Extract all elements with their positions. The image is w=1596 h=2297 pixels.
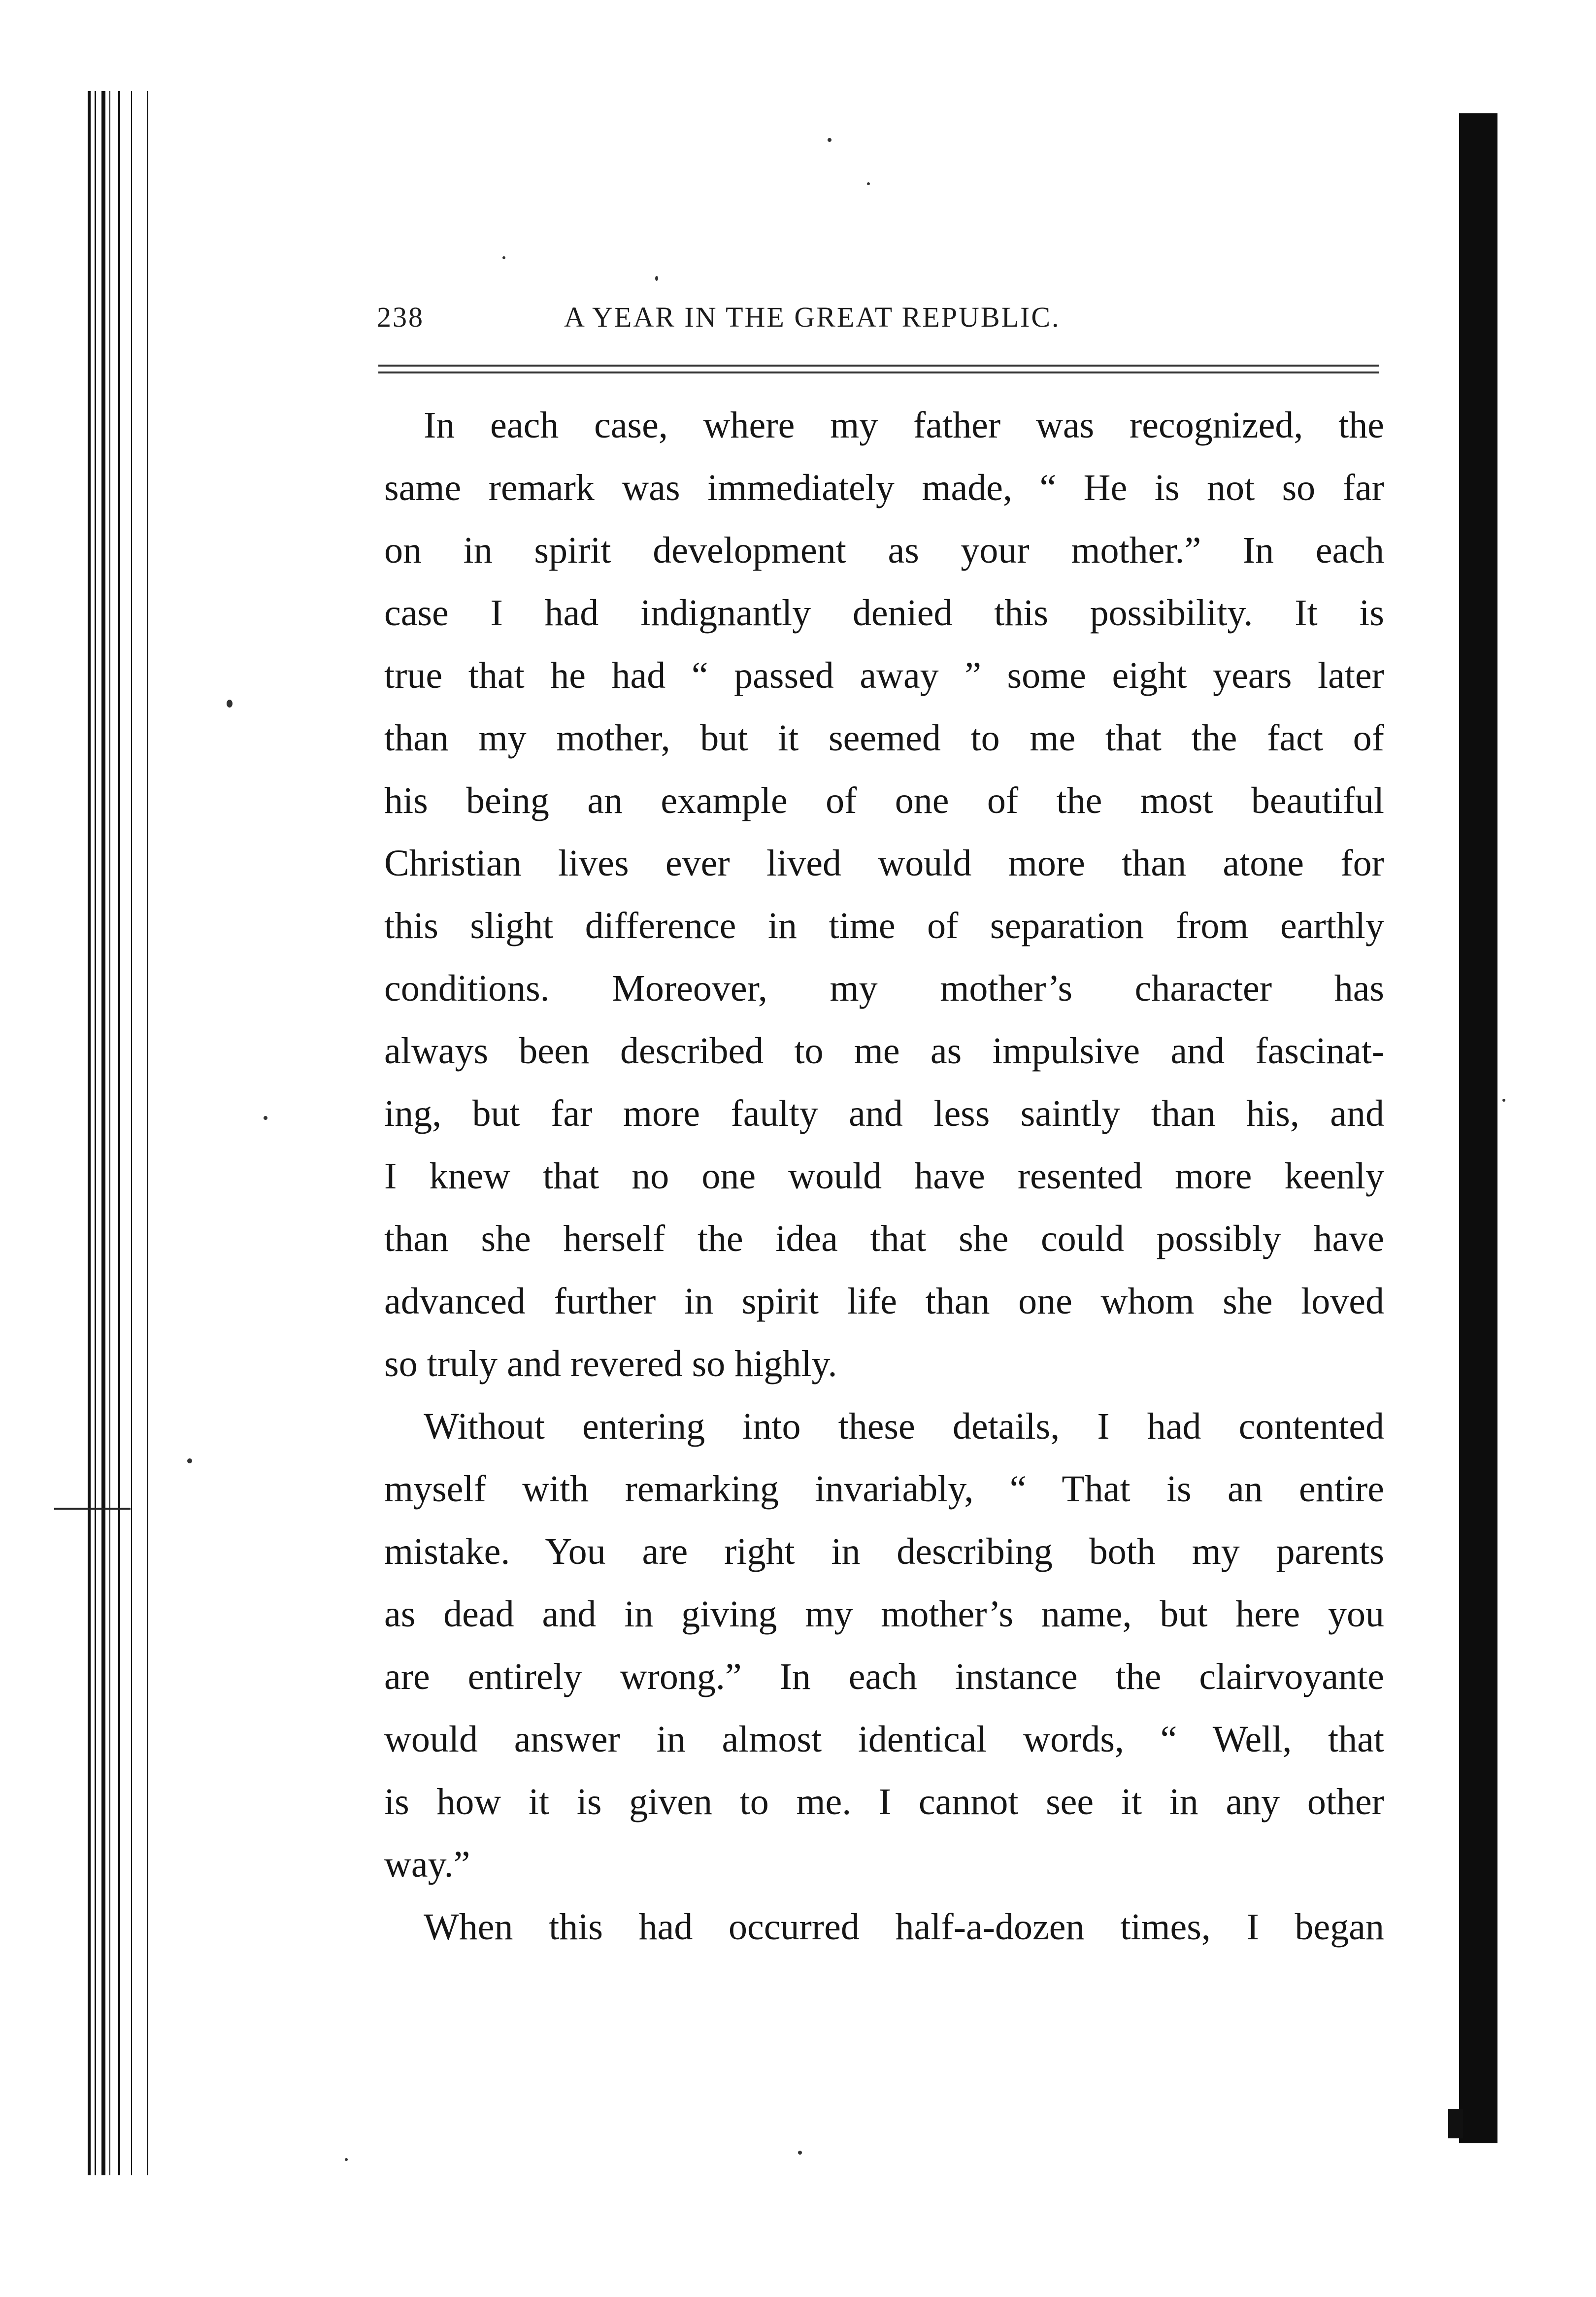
scan-speck	[867, 182, 870, 185]
text-line: as dead and in giving my mother’s name, but here you	[384, 1593, 1384, 1635]
text-line: conditions. Moreover, my mother’s character has	[384, 968, 1384, 1009]
text-line: In each case, where my father was recognized, the	[424, 405, 1384, 446]
text-line: is how it is given to me. I cannot see it in any other	[384, 1781, 1384, 1823]
header-rule	[378, 365, 1379, 367]
page-edge-shadow-tip	[1448, 2109, 1463, 2138]
text-line: mistake. You are right in describing both my parents	[384, 1531, 1384, 1572]
text-line: Without entering into these details, I had contented	[424, 1406, 1384, 1447]
text-line: way.”	[384, 1844, 470, 1885]
text-line: are entirely wrong.” In each instance the clairvoyante	[384, 1656, 1384, 1697]
text-line: so truly and revered so highly.	[384, 1343, 837, 1385]
running-title: A YEAR IN THE GREAT REPUBLIC.	[564, 301, 1061, 333]
text-line: his being an example of one of the most beautiful	[384, 780, 1384, 821]
text-line: this slight difference in time of separation from earthly	[384, 905, 1384, 946]
scan-speck	[502, 256, 505, 259]
text-line: I knew that no one would have resented more keenly	[384, 1155, 1384, 1197]
page-edge-shadow	[1459, 113, 1497, 2143]
text-line: than my mother, but it seemed to me that the fact of	[384, 717, 1384, 759]
scan-speck	[227, 700, 233, 708]
text-line: case I had indignantly denied this possibility. It is	[384, 592, 1384, 634]
binding-edge	[84, 91, 158, 2175]
text-line: on in spirit development as your mother.” In each	[384, 530, 1384, 571]
scan-speck	[1502, 1099, 1505, 1102]
text-line: advanced further in spirit life than one whom she loved	[384, 1281, 1384, 1322]
text-line: When this had occurred half-a-dozen times, I began	[424, 1906, 1384, 1948]
scan-speck	[345, 2158, 348, 2161]
scan-speck	[655, 276, 658, 281]
text-line: true that he had “ passed away ” some eight years later	[384, 655, 1384, 696]
text-line: would answer in almost identical words, “ Well, that	[384, 1719, 1384, 1760]
body-text	[384, 394, 1384, 1959]
text-line: ing, but far more faulty and less saintly than his, and	[384, 1093, 1384, 1134]
scan-speck	[828, 138, 831, 142]
page-number: 238	[377, 301, 424, 333]
scan-speck	[798, 2151, 802, 2155]
scan-speck	[264, 1116, 267, 1120]
margin-mark	[54, 1508, 131, 1510]
running-header	[377, 301, 1362, 340]
text-line: than she herself the idea that she could possibly have	[384, 1218, 1384, 1259]
text-line: same remark was immediately made, “ He is not so far	[384, 467, 1384, 508]
header-rule	[378, 372, 1379, 373]
scan-speck	[187, 1458, 192, 1463]
text-line: always been described to me as impulsive and fascinat-	[384, 1030, 1384, 1072]
text-line: myself with remarking invariably, “ That is an entire	[384, 1468, 1384, 1510]
text-line: Christian lives ever lived would more than atone for	[384, 843, 1384, 884]
